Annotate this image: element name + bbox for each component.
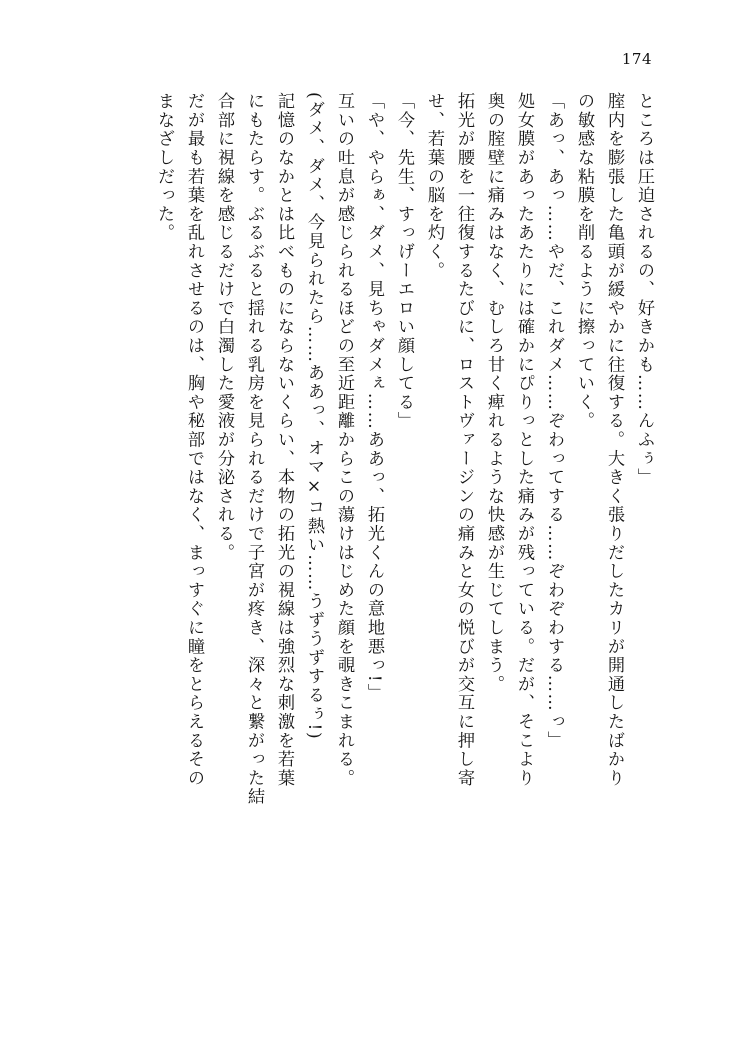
text-line: 「今、先生、すっげーエロい顔してる」 [394,92,414,431]
text-line: 記憶のなかとは比べものにならないくらい、本物の拓光の視線は強烈な刺激を若葉 [274,92,294,788]
text-line: 腟内を膨張した亀頭が緩やかに往復する。大きく張りだしたカリが開通したばかり [604,92,624,788]
page-text-body [88,92,652,982]
text-line: 合部に視線を感じるだけで白濁した愛液が分泌される。 [214,92,234,562]
text-line: 互いの吐息が感じられるほどの至近距離からこの蕩けはじめた顔を覗きこまれる。 [334,92,354,788]
text-line: 奥の腟壁に痛みはなく、むしろ甘く痺れるような快感が生じてしまう。 [484,92,504,694]
text-line: まなざしだった。 [154,92,174,243]
text-line: 「あっ、あっ……やだ、これダメ……ぞわってする……ぞわぞわする……っ」 [544,92,564,750]
text-line: 拓光が腰を一往復するたびに、ロストヴァージンの痛みと女の悦びが交互に押し寄 [454,92,474,788]
text-line: 処女膜があったあたりには確かにぴりっとした痛みが残っている。だが、そこより [514,92,534,788]
page-number: 174 [621,50,652,68]
text-line: 「や、やらぁ、ダメ、見ちゃダメぇ……ああっ、拓光くんの意地悪っ!」 [364,92,384,703]
text-line: だが最も若葉を乱れさせるのは、胸や秘部ではなく、まっすぐに瞳をとらえるその [184,92,204,788]
text-line: にもたらす。ぶるぶると揺れる乳房を見られるだけで子宮が疼き、深々と繋がった結 [244,92,264,807]
text-line: の敏感な粘膜を削るように擦っていく。 [574,92,594,431]
text-line: せ、若葉の脳を灼く。 [424,92,444,280]
text-line: (ダメ、ダメ、今見られたら……ああっ、オマ×コ熱い……うずうずするぅ!) [304,92,324,741]
text-line: ところは圧迫されるの、好きかも……んふぅ」 [634,92,654,487]
